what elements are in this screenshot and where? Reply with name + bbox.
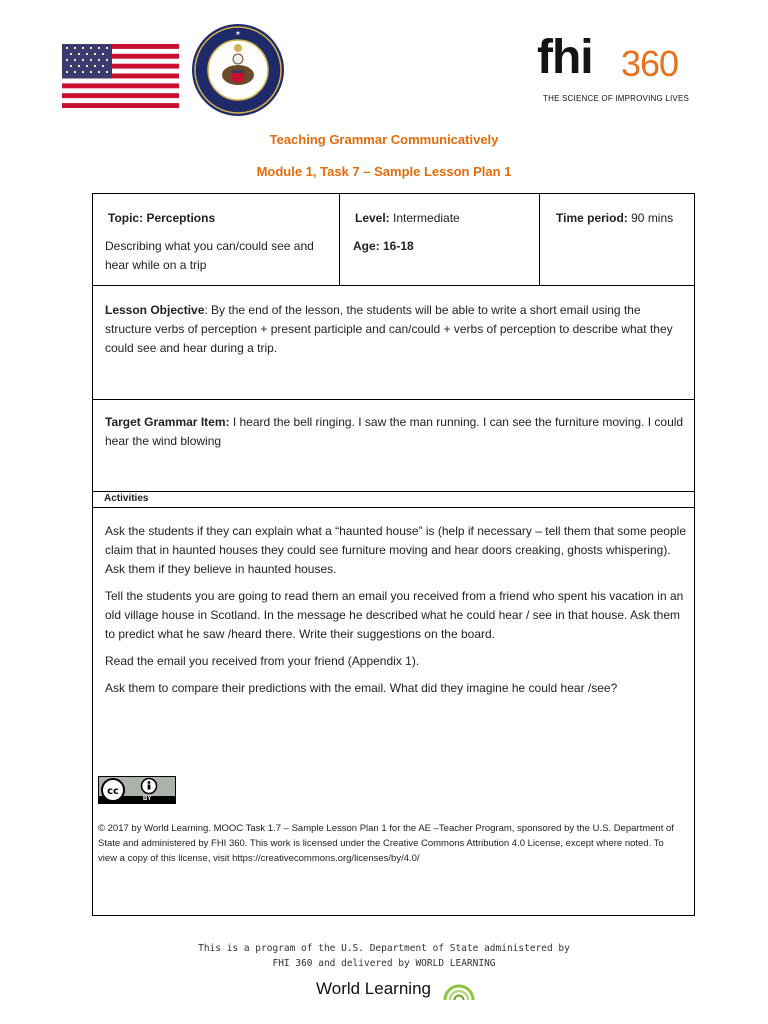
- svg-text:cc: cc: [107, 786, 119, 797]
- fhi-logo-number: 360: [621, 43, 679, 84]
- seal-text: ★: [235, 30, 241, 37]
- world-learning-arc-icon: [442, 978, 476, 1002]
- world-learning-wordmark: World Learning: [316, 979, 431, 998]
- table-divider: [93, 491, 694, 492]
- table-divider: [339, 194, 340, 286]
- topic-label: Topic: Perceptions: [108, 211, 216, 225]
- table-divider: [93, 507, 694, 508]
- lesson-plan-table: [92, 193, 695, 916]
- lesson-objective: Lesson Objective: By the end of the lesson, the students will be able to write a short email using the structure verbs of perception + present participle and can/could + verbs of perception to describe what they could see and hear during a trip.: [105, 303, 673, 355]
- table-divider: [93, 285, 694, 286]
- activity-item: Tell the students you are going to read them an email you received from a friend who spent his vacation in an old village house in Scotland. In the message he described what he could hear / see in that house. Ask them to predict what he saw /heard there. Write their suggestions on the board.: [105, 589, 684, 641]
- program-statement: [0, 941, 768, 971]
- fhi-logo-tagline: THE SCIENCE OF IMPROVING LIVES: [543, 94, 690, 103]
- fhi-logo-word: fhi: [537, 31, 593, 84]
- age-field: Age: 16-18: [353, 239, 414, 253]
- activities-label: Activities: [104, 493, 149, 504]
- target-grammar-item: Target Grammar Item: I heard the bell ringing. I saw the man running. I can see the furniture moving. I could hear the wind blowing: [105, 415, 684, 448]
- department-of-state-seal: [191, 23, 285, 117]
- activity-item: Read the email you received from your friend (Appendix 1).: [105, 654, 420, 668]
- license-notice: © 2017 by World Learning. MOOC Task 1.7 – Sample Lesson Plan 1 for the AE –Teacher Program, sponsored by the U.S. Department of State and administered by FHI 360. This work is licensed under the Creative Commons Attribution 4.0 License, except where noted. To view a copy of this license, visit https://creativecommons.org/licenses/by/4.0/: [98, 823, 674, 864]
- time-period-field: Time period: 90 mins: [556, 211, 674, 225]
- table-divider: [93, 399, 694, 400]
- table-divider: [539, 194, 540, 286]
- document-title: Teaching Grammar Communicatively: [269, 132, 499, 147]
- program-line: This is a program of the U.S. Department of State administered by: [198, 943, 570, 954]
- document-subtitle: Module 1, Task 7 – Sample Lesson Plan 1: [256, 164, 512, 179]
- topic-description: Describing what you can/could see and hear while on a trip: [105, 239, 314, 272]
- program-line: FHI 360 and delivered by WORLD LEARNING: [272, 958, 496, 969]
- activity-item: Ask them to compare their predictions with the email. What did they imagine he could hear /see?: [105, 681, 618, 695]
- activity-item: Ask the students if they can explain what a “haunted house” is (help if necessary – tell them that some people claim that in haunted houses they could see furniture moving and hear doors creaking, ghosts whispering). Ask them if they believe in haunted houses.: [105, 524, 686, 576]
- world-learning-logo: [316, 978, 486, 1004]
- us-flag-icon: [62, 44, 179, 108]
- cc-badge-label: BY: [143, 796, 152, 802]
- level-field: Level: Intermediate: [355, 211, 460, 225]
- activities-list: [105, 522, 690, 706]
- fhi360-logo: [537, 31, 690, 106]
- cc-by-license-badge[interactable]: [98, 776, 176, 804]
